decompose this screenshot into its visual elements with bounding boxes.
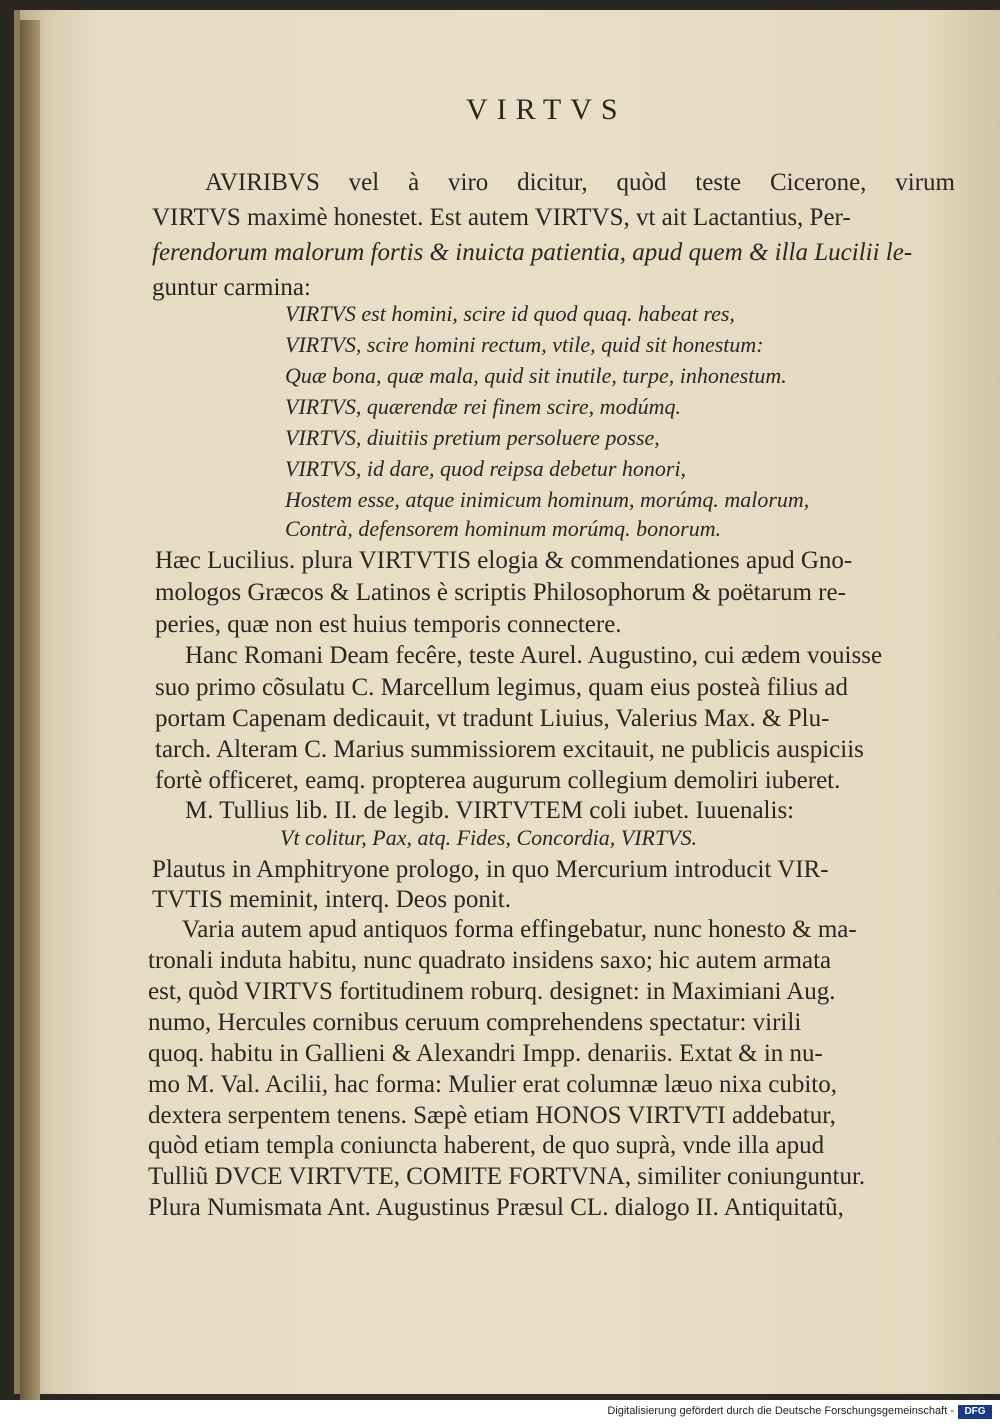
verse-line: Contrà, defensorem hominum morúmq. bonorum. [285, 516, 722, 541]
verse-line: VIRTVS, diuitiis pretium persoluere posse, [285, 425, 660, 450]
body-line: dextera serpentem tenens. Sæpè etiam HONOS VIRTVTI addebatur, [148, 1102, 836, 1129]
body-line: Plautus in Amphitryone prologo, in quo Mercurium introducit VIR- [152, 856, 829, 883]
body-line: ferendorum malorum fortis & inuicta patientia, apud quem & illa Lucilii le- [152, 239, 913, 266]
body-line: suo primo cõsulatu C. Marcellum legimus, quam eius posteà filius ad [155, 674, 848, 701]
verse-line: VIRTVS, quærendæ rei finem scire, modúmq. [285, 394, 681, 419]
body-line: TVTIS meminit, interq. Deos ponit. [152, 886, 511, 913]
body-line: est, quòd VIRTVS fortitudinem roburq. designet: in Maximiani Aug. [148, 978, 836, 1005]
body-line: VIRTVS maximè honestet. Est autem VIRTVS, vt ait Lactantius, Per- [152, 204, 851, 231]
body-line: tronali induta habitu, nunc quadrato insidens saxo; hic autem armata [148, 947, 832, 974]
body-line: Plura Numismata Ant. Augustinus Præsul CL. dialogo II. Antiquitatũ, [148, 1194, 844, 1221]
footer-bar [0, 1400, 1000, 1425]
verse-line: Quæ bona, quæ mala, quid sit inutile, turpe, inhonestum. [285, 363, 787, 388]
verse-line: VIRTVS, scire homini rectum, vtile, quid sit honestum: [285, 332, 764, 357]
funding-credit: Digitalisierung gefördert durch die Deutsche Forschungsgemeinschaft - [607, 1405, 954, 1417]
body-line: fortè officeret, eamq. propterea augurum collegium demoliri iuberet. [155, 767, 841, 794]
body-line: numo, Hercules cornibus ceruum comprehendens spectatur: virili [148, 1009, 802, 1036]
body-line: mo M. Val. Acilii, hac forma: Mulier erat columnæ læuo nixa cubito, [148, 1071, 838, 1098]
body-line: AVIRIBVS vel à viro dicitur, quòd teste Cicerone, virum [205, 169, 955, 196]
verse-line: VIRTVS, id dare, quod reipsa debetur honori, [285, 456, 687, 481]
verse-line: Hostem esse, atque inimicum hominum, morúmq. malorum, [285, 487, 810, 512]
body-line: quoq. habitu in Gallieni & Alexandri Impp. denariis. Extat & in nu- [148, 1040, 823, 1067]
verse-line: VIRTVS est homini, scire id quod quaq. habeat res, [285, 301, 735, 326]
body-line: Hæc Lucilius. plura VIRTVTIS elogia & commendationes apud Gno- [155, 547, 853, 574]
body-line: tarch. Alteram C. Marius summissiorem excitauit, ne publicis auspiciis [155, 736, 864, 763]
body-line: Varia autem apud antiquos forma effingebatur, nunc honesto & ma- [182, 916, 857, 943]
dfg-logo: DFG [958, 1405, 992, 1419]
body-line: Tulliũ DVCE VIRTVTE, COMITE FORTVNA, similiter coniunguntur. [148, 1163, 866, 1190]
body-line: Hanc Romani Deam fecêre, teste Aurel. Augustino, cui ædem vouisse [185, 642, 883, 669]
quote-line: Vt colitur, Pax, atq. Fides, Concordia, VIRTVS. [280, 825, 698, 850]
body-line: quòd etiam templa coniuncta haberent, de quo suprà, vnde illa apud [148, 1132, 825, 1159]
body-line: guntur carmina: [152, 274, 311, 301]
running-head: VIRTVS [466, 93, 627, 126]
binding-edge [20, 20, 40, 1400]
body-line: peries, quæ non est huius temporis connectere. [155, 611, 622, 638]
body-line: M. Tullius lib. II. de legib. VIRTVTEM coli iubet. Iuuenalis: [185, 797, 795, 824]
body-line: portam Capenam dedicauit, vt tradunt Liuius, Valerius Max. & Plu- [155, 705, 830, 732]
body-line: mologos Græcos & Latinos è scriptis Philosophorum & poëtarum re- [155, 579, 846, 606]
